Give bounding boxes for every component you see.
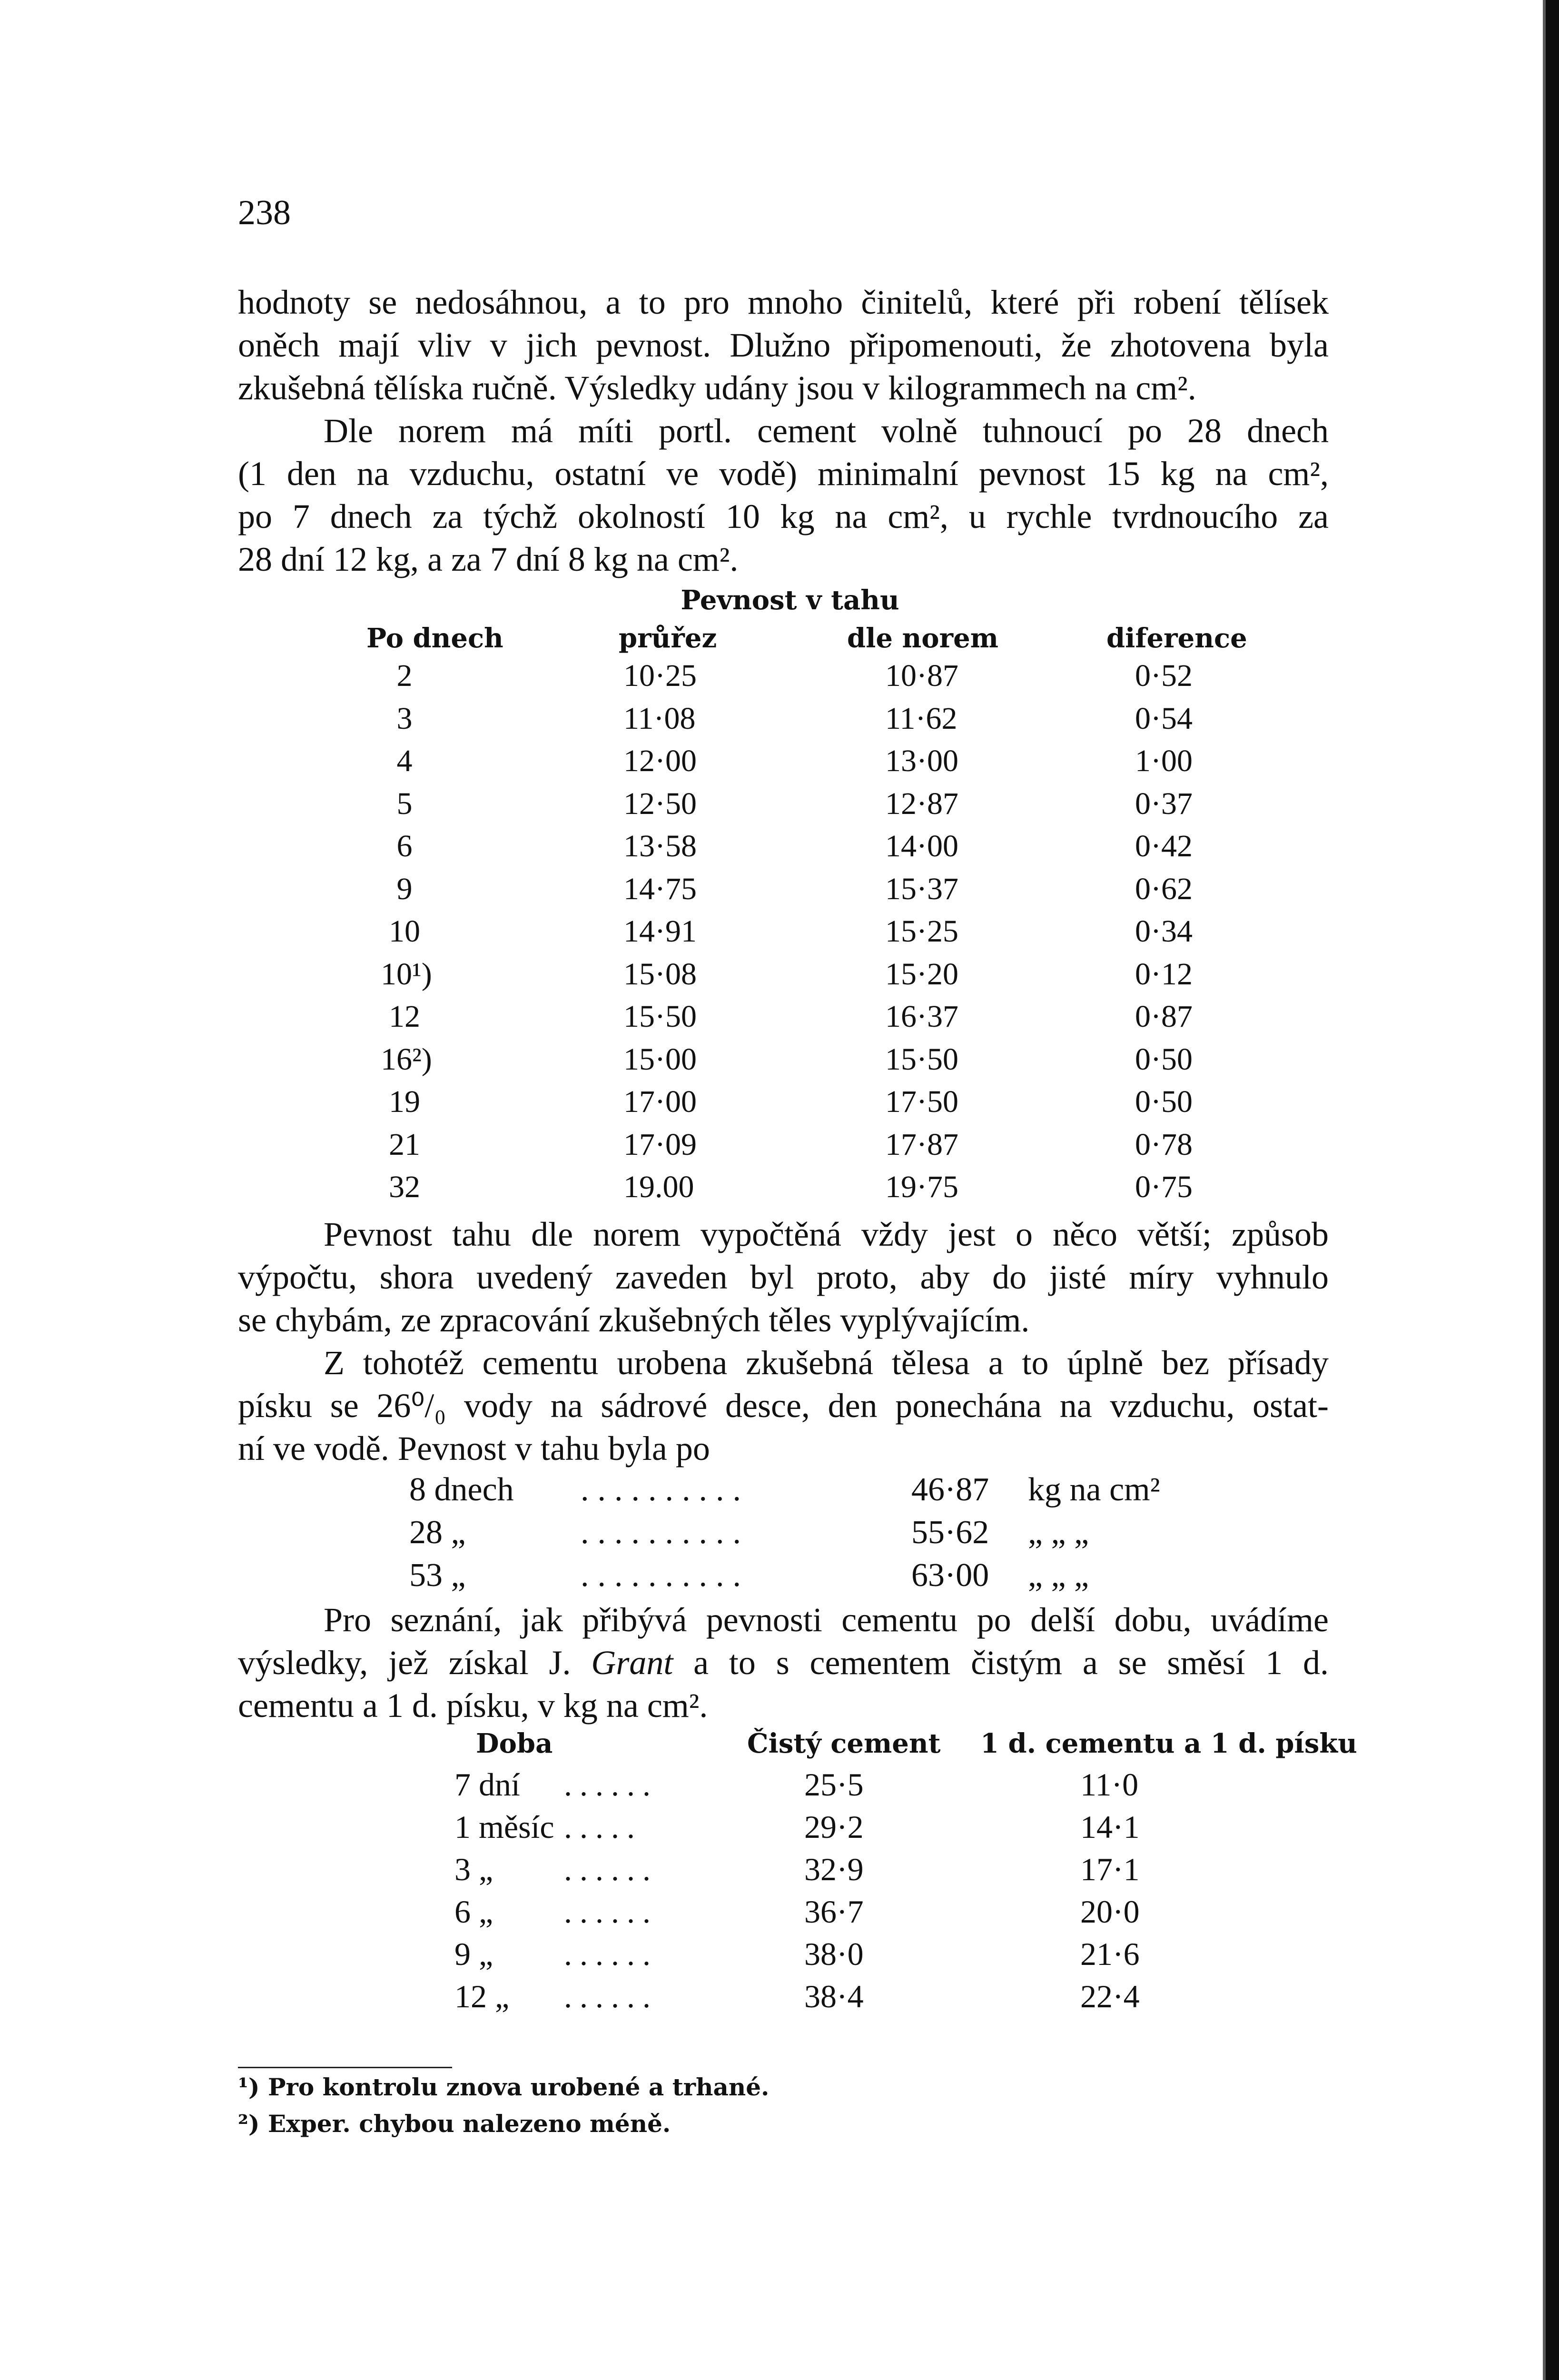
cell-cross-section: 14·91 [623,914,697,949]
grant-header-pure-cement: Čistý cement [747,1728,941,1759]
text-line: písku se 26⁰/₀ vody na sádrové desce, den ponechána na vzduchu, ostat- [238,1387,1329,1425]
cell-difference: 0·12 [1135,956,1193,992]
leader-dots: .......... [581,1471,750,1508]
cell-difference: 0·75 [1135,1170,1193,1204]
cell-difference: 0·50 [1135,1084,1193,1119]
leader-dots: .......... [581,1557,750,1594]
paragraph-intro [238,281,1329,581]
table-header-cross-section: průřez [619,623,717,654]
cell-difference: 0·34 [1135,914,1193,949]
grant-mix-value: 20·0 [1080,1894,1140,1930]
paragraph-grant [238,1598,1329,1727]
cell-difference: 0·78 [1135,1127,1193,1162]
cell-cross-section: 15·08 [623,956,697,992]
text-line: výpočtu, shora uvedený zaveden byl proto, aby do jisté míry vyhnulo [238,1258,1329,1296]
grant-pure-value: 38·0 [804,1936,864,1972]
cell-cross-section: 12·00 [623,744,697,778]
page-number: 238 [238,193,291,232]
grant-mix-value: 17·1 [1080,1851,1140,1887]
cell-days: 32 [389,1170,420,1204]
cell-norms: 10·87 [885,658,958,693]
cell-days: 12 [389,999,420,1034]
leader-dots: ...... [564,1766,658,1803]
text-line: zkušebná tělíska ručně. Výsledky udány jsou v kilogrammech na cm². [238,369,1196,407]
cell-days: 9 [396,871,413,906]
cell-days: 4 [396,744,413,778]
leader-dots: ...... [564,1978,658,2014]
cell-days: 3 [396,701,413,736]
strength-value: 46·87 [911,1471,989,1508]
cell-days: 5 [396,786,413,821]
grant-mix-value: 22·4 [1080,1978,1140,2014]
grant-pure-value: 32·9 [804,1851,864,1887]
footnote-divider [238,2067,452,2068]
strength-value: 63·00 [911,1557,989,1594]
strength-row [0,1514,1559,1557]
strength-unit: „ „ „ [1028,1514,1089,1551]
cell-difference: 0·50 [1135,1041,1193,1077]
grant-pure-value: 25·5 [804,1766,864,1803]
cell-difference: 0·42 [1135,829,1193,863]
cell-norms: 15·25 [885,914,958,949]
grant-period: 7 dní [454,1766,520,1803]
strength-unit: kg na cm² [1028,1471,1160,1508]
cell-difference: 0·62 [1135,871,1193,906]
table-header-difference: diference [1106,623,1247,654]
cell-days: 16²) [381,1041,432,1077]
grant-header-period: Doba [476,1728,553,1759]
cell-difference: 0·37 [1135,786,1193,821]
strength-row [0,1471,1559,1514]
text-line: cementu a 1 d. písku, v kg na cm². [238,1686,708,1725]
grant-mix-value: 21·6 [1080,1936,1140,1972]
grant-header-mix: 1 d. cementu a 1 d. písku [980,1728,1357,1759]
cell-cross-section: 11·08 [623,701,696,736]
cell-difference: 0·87 [1135,999,1193,1034]
strength-unit: „ „ „ [1028,1557,1089,1594]
cell-days: 19 [389,1084,420,1119]
cell-difference: 1·00 [1135,744,1193,778]
grant-period: 6 „ [454,1894,493,1930]
paragraph-calculation [238,1213,1329,1341]
leader-dots: .......... [581,1514,750,1551]
cell-days: 2 [396,658,413,693]
cell-cross-section: 12·50 [623,786,697,821]
cell-norms: 11·62 [885,701,957,736]
footnote-2: ²) Exper. chybou nalezeno méně. [238,2110,671,2138]
text-line: ní ve vodě. Pevnost v tahu byla po [238,1429,710,1468]
cell-cross-section: 13·58 [623,829,697,863]
text-line: oněch mají vliv v jich pevnost. Dlužno připomenouti, že zhotovena byla [238,326,1329,364]
text-line: Pro seznání, jak přibývá pevnosti cementu po delší dobu, uvádíme [324,1601,1329,1639]
grant-pure-value: 36·7 [804,1894,864,1930]
grant-mix-value: 11·0 [1080,1766,1139,1803]
leader-dots: ...... [564,1936,658,1972]
text-line: 28 dní 12 kg, a za 7 dní 8 kg na cm². [238,540,739,578]
cell-days: 21 [389,1127,420,1162]
strength-row [0,1557,1559,1599]
cell-cross-section: 10·25 [623,658,697,693]
cell-days: 10¹) [381,956,432,992]
text-line: výsledky, jež získal J. Grant a to s cementem čistým a se směsí 1 d. [238,1644,1329,1682]
scan-edge [1546,0,1559,2380]
grant-period: 12 „ [454,1978,510,2014]
text-line: Z tohotéž cementu urobena zkušebná tělesa a to úplně bez přísady [324,1344,1329,1382]
cell-cross-section: 15·00 [623,1041,697,1077]
text-line: po 7 dnech za týchž okolností 10 kg na cm², u rychle tvrdnoucího za [238,497,1329,536]
cell-difference: 0·52 [1135,658,1193,693]
strength-days: 28 „ [409,1514,466,1551]
cell-norms: 15·20 [885,956,958,992]
text-line: Pevnost tahu dle norem vypočtěná vždy jest o něco větší; způsob [324,1215,1329,1253]
strength-days: 8 dnech [409,1471,514,1508]
leader-dots: ...... [564,1894,658,1930]
grant-period: 3 „ [454,1851,493,1887]
text-line: Dle norem má míti portl. cement volně tuhnoucí po 28 dnech [324,412,1329,450]
cell-cross-section: 19.00 [623,1170,694,1204]
table-header-norms: dle norem [847,623,999,654]
cell-days: 6 [396,829,413,863]
grant-pure-value: 38·4 [804,1978,864,2014]
footnote-1: ¹) Pro kontrolu znova urobené a trhané. [238,2073,770,2101]
cell-difference: 0·54 [1135,701,1193,736]
paragraph-test-bodies [238,1341,1329,1470]
cell-norms: 15·37 [885,871,958,906]
cell-cross-section: 14·75 [623,871,697,906]
grant-pure-value: 29·2 [804,1809,864,1845]
table-header-days: Po dnech [366,623,503,654]
cell-norms: 12·87 [885,786,958,821]
cell-norms: 14·00 [885,829,958,863]
text-line: (1 den na vzduchu, ostatní ve vodě) minimalní pevnost 15 kg na cm², [238,455,1329,493]
cell-norms: 19·75 [885,1170,958,1204]
cell-norms: 13·00 [885,744,958,778]
strength-value: 55·62 [911,1514,989,1551]
grant-period: 9 „ [454,1936,493,1972]
grant-period: 1 měsíc [454,1809,554,1845]
cell-cross-section: 15·50 [623,999,697,1034]
cell-norms: 16·37 [885,999,958,1034]
strength-days: 53 „ [409,1557,466,1594]
cell-days: 10 [389,914,420,949]
cell-norms: 17·87 [885,1127,958,1162]
table-title: Pevnost v tahu [681,585,899,616]
leader-dots: ...... [564,1851,658,1887]
cell-norms: 17·50 [885,1084,958,1119]
text-line: se chybám, ze zpracování zkušebných těles vyplývajícím. [238,1301,1030,1339]
leader-dots: ..... [564,1809,642,1845]
cell-cross-section: 17·00 [623,1084,697,1119]
grant-mix-value: 14·1 [1080,1809,1140,1845]
text-line: hodnoty se nedosáhnou, a to pro mnoho činitelů, které při robení tělísek [238,283,1329,321]
cell-cross-section: 17·09 [623,1127,697,1162]
cell-norms: 15·50 [885,1041,958,1077]
